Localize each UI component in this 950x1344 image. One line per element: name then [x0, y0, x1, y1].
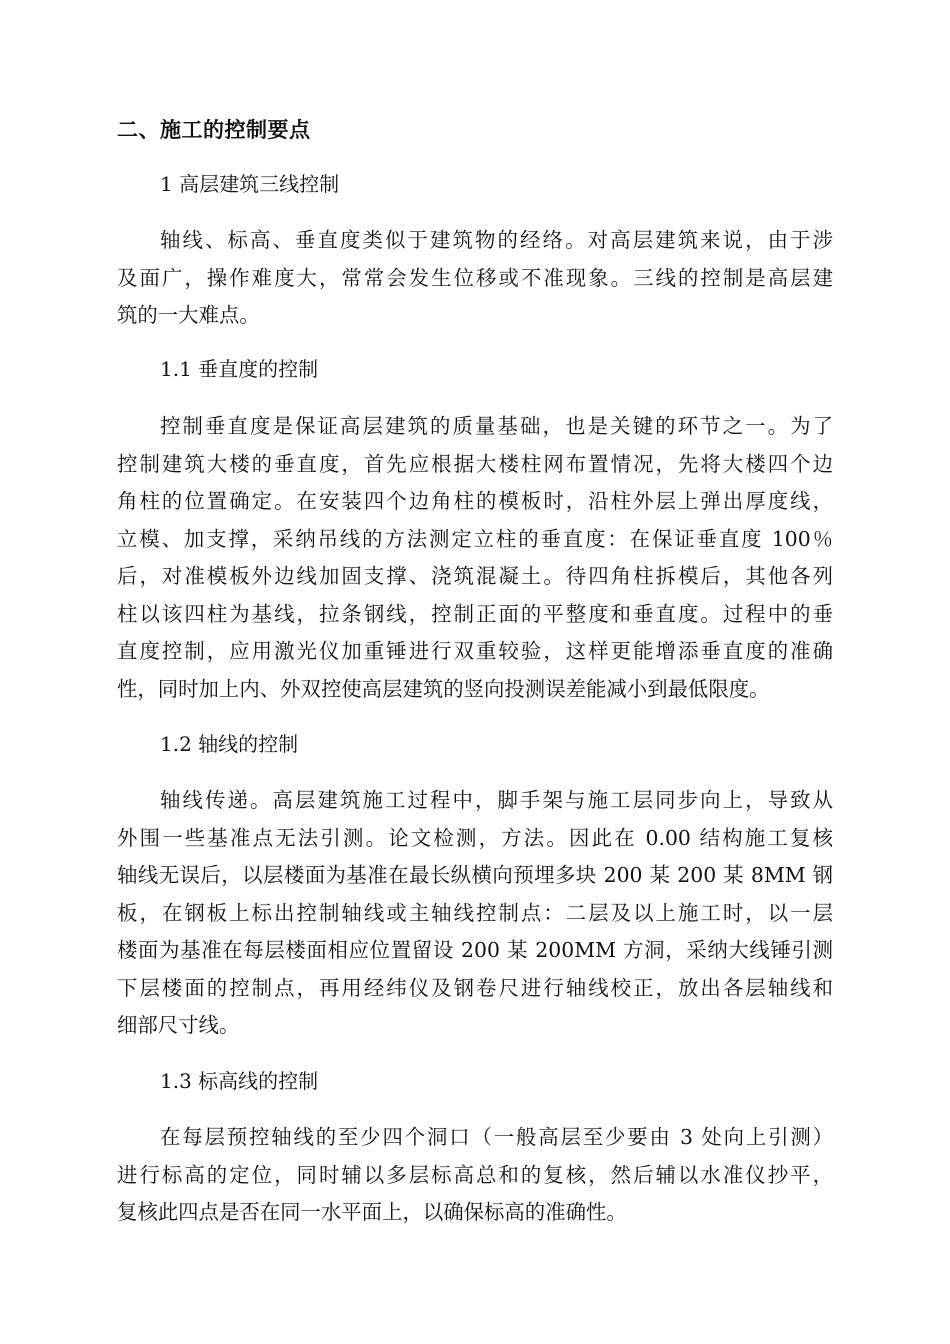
- section-heading: 二、施工的控制要点: [117, 117, 311, 142]
- paragraph-line: 柱以该四柱为基线，拉条钢线，控制正面的平整度和垂直度。过程中的垂: [117, 601, 833, 626]
- paragraph-line: 楼面为基准在每层楼面相应位置留设 200 某 200MM 方洞，采纳大线锤引测: [117, 938, 833, 962]
- paragraph-1-3: [117, 1119, 833, 1232]
- paragraph-1-1: [117, 408, 833, 708]
- paragraph-line: 性，同时加上内、外双控使高层建筑的竖向投测误差能减小到最低限度。: [117, 676, 770, 701]
- paragraph-line: 轴线传递。高层建筑施工过程中，脚手架与施工层同步向上，导致从: [160, 788, 833, 812]
- paragraph-line: 及面广，操作难度大，常常会发生位移或不准现象。三线的控制是高层建: [117, 265, 833, 290]
- paragraph-line: 板，在钢板上标出控制轴线或主轴线控制点：二层及以上施工时，以一层: [117, 900, 833, 925]
- paragraph-line: 控制垂直度是保证高层建筑的质量基础，也是关键的环节之一。为了: [160, 414, 833, 438]
- paragraph-line: 后，对准模板外边线加固支撑、浇筑混凝土。待四角柱拆模后，其他各列: [117, 564, 833, 588]
- subheading-1: 1 高层建筑三线控制: [160, 172, 340, 196]
- paragraph-line: 复核此四点是否在同一水平面上，以确保标高的准确性。: [117, 1200, 627, 1224]
- paragraph-1: [117, 222, 833, 335]
- paragraph-line: 在每层预控轴线的至少四个洞口（一般高层至少要由 3 处向上引测）: [160, 1125, 833, 1149]
- paragraph-line: 细部尺寸线。: [117, 1013, 240, 1037]
- paragraph-line: 立模、加支撑，采纳吊线的方法测定立柱的垂直度：在保证垂直度 100％: [117, 526, 833, 551]
- paragraph-line: 筑的一大难点。: [117, 303, 260, 327]
- paragraph-line: 控制建筑大楼的垂直度，首先应根据大楼柱网布置情况，先将大楼四个边: [117, 451, 833, 476]
- paragraph-line: 轴线无误后，以层楼面为基准在最长纵横向预埋多块 200 某 200 某 8MM 钢: [117, 863, 833, 887]
- subheading-1-3: 1.3 标高线的控制: [160, 1069, 319, 1093]
- paragraph-line: 进行标高的定位，同时辅以多层标高总和的复核，然后辅以水准仪抄平，: [117, 1162, 833, 1187]
- paragraph-line: 轴线、标高、垂直度类似于建筑物的经络。对高层建筑来说，由于涉: [160, 228, 833, 252]
- paragraph-1-2: [117, 782, 833, 1045]
- subheading-1-1: 1.1 垂直度的控制: [160, 357, 319, 381]
- paragraph-line: 下层楼面的控制点，再用经纬仪及钢卷尺进行轴线校正，放出各层轴线和: [117, 975, 833, 1000]
- paragraph-line: 外围一些基准点无法引测。论文检测，方法。因此在 0.00 结构施工复核: [117, 825, 833, 850]
- subheading-1-2: 1.2 轴线的控制: [160, 732, 299, 756]
- paragraph-line: 直度控制，应用激光仪加重锤进行双重较验，这样更能增添垂直度的准确: [117, 639, 833, 663]
- paragraph-line: 角柱的位置确定。在安装四个边角柱的模板时，沿柱外层上弹出厚度线，: [117, 489, 833, 513]
